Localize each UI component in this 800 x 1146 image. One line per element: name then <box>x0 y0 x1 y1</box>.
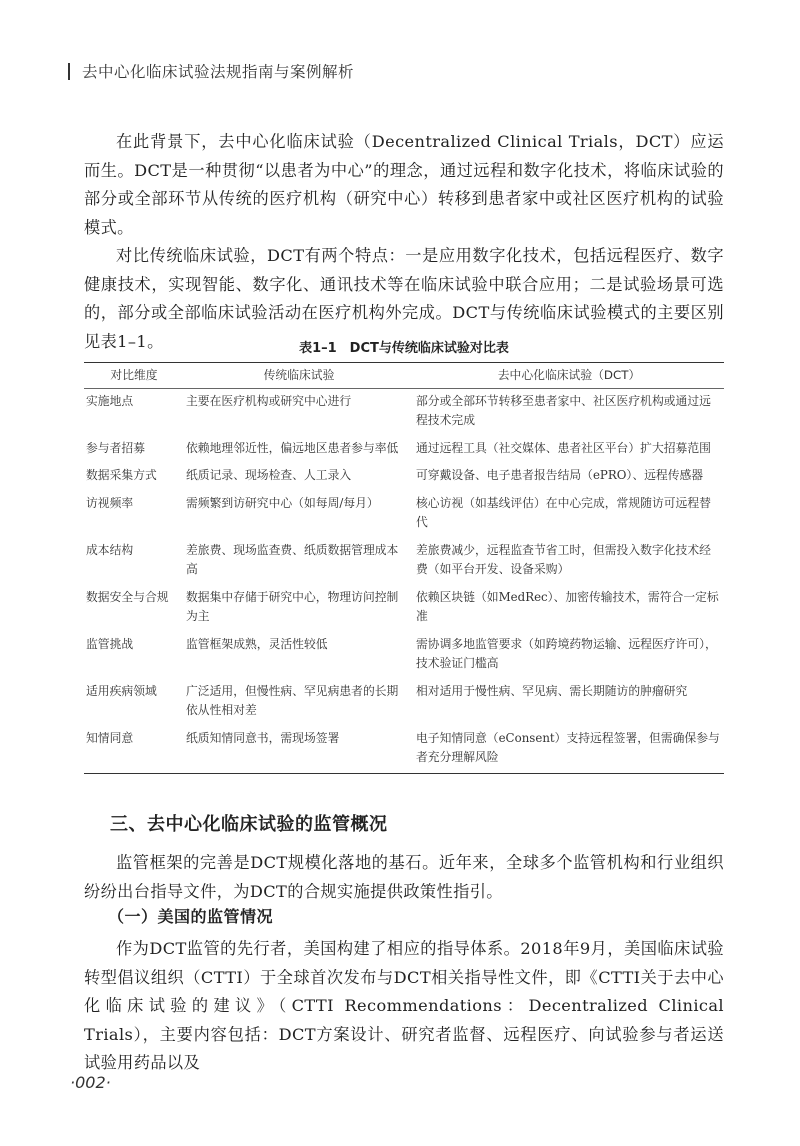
cell-dct: 通过远程工具（社交媒体、患者社区平台）扩大招募范围 <box>416 440 711 455</box>
cell-dimension: 数据安全与合规 <box>86 589 169 604</box>
table-row <box>84 388 724 436</box>
cell-dct: 电子知情同意（eConsent）支持远程签署，但需确保参与者充分理解风险 <box>414 726 724 774</box>
header-traditional: 传统临床试验 <box>184 363 414 389</box>
table-row <box>84 679 724 726</box>
subsection-paragraph: 作为DCT监管的先行者，美国构建了相应的指导体系。2018年9月，美国临床试验转型倡议组织（CTTI）于全球首次发布与DCT相关指导性文件，即《CTTI关于去中心化临床试验的建议》（CTTI Recommendations：Decentralized Clinical Trials），主要内容包括：DCT方案设计、研究者监督、远程医疗、向试验参与者运送试验用药品以及 <box>84 939 724 1072</box>
table-row <box>84 726 724 774</box>
cell-dct: 可穿戴设备、电子患者报告结局（ePRO）、远程传感器 <box>416 468 704 482</box>
cell-dimension: 监管挑战 <box>86 636 134 651</box>
section-body <box>84 849 724 906</box>
cell-dct: 核心访视（如基线评估）在中心完成，常规随访可远程替代 <box>416 495 711 529</box>
table-row <box>84 463 724 491</box>
table-row <box>84 436 724 464</box>
section-paragraph: 监管框架的完善是DCT规模化落地的基石。近年来，全球多个监管机构和行业组织纷纷出台指导文件，为DCT的合规实施提供政策性指引。 <box>84 853 724 901</box>
cell-traditional: 需频繁到访研究中心（如每周/每月） <box>186 495 379 510</box>
subsection-heading: （一）美国的监管情况 <box>108 907 274 926</box>
cell-dimension: 实施地点 <box>86 393 134 408</box>
cell-dimension: 访视频率 <box>86 495 134 510</box>
table-header-row <box>84 363 724 389</box>
cell-traditional: 广泛适用，但慢性病、罕见病患者的长期依从性相对差 <box>186 683 399 717</box>
header-dct: 去中心化临床试验（DCT） <box>414 363 724 389</box>
cell-traditional: 监管框架成熟，灵活性较低 <box>186 636 328 651</box>
cell-traditional: 依赖地理邻近性，偏远地区患者参与率低 <box>186 440 399 455</box>
cell-traditional: 数据集中存储于研究中心，物理访问控制为主 <box>186 589 399 623</box>
intro-paragraph-1: 在此背景下，去中心化临床试验（Decentralized Clinical Trials，DCT）应运而生。DCT是一种贯彻“以患者为中心”的理念，通过远程和数字化技术，将临床试验的部分或全部环节从传统的医疗机构（研究中心）转移到患者家中或社区医疗机构的试验模式。 <box>84 132 724 237</box>
header-divider <box>68 63 70 80</box>
cell-dct: 部分或全部环节转移至患者家中、社区医疗机构或通过远程技术完成 <box>416 393 711 427</box>
cell-dct: 相对适用于慢性病、罕见病、需长期随访的肿瘤研究 <box>416 683 688 698</box>
cell-traditional: 差旅费、现场监查费、纸质数据管理成本高 <box>186 542 399 576</box>
comparison-table <box>84 362 724 774</box>
cell-traditional: 主要在医疗机构或研究中心进行 <box>186 393 352 408</box>
cell-dimension: 成本结构 <box>86 542 134 557</box>
table-title: 表1–1 DCT与传统临床试验对比表 <box>299 341 509 356</box>
running-header <box>68 60 354 82</box>
table-row <box>84 632 724 679</box>
section-heading: 三、去中心化临床试验的监管概况 <box>110 814 388 835</box>
cell-dct: 差旅费减少，远程监查节省工时，但需投入数字化技术经费（如平台开发、设备采购） <box>416 542 711 576</box>
cell-dimension: 知情同意 <box>84 726 184 774</box>
table-row <box>84 538 724 585</box>
page-number: ·002· <box>70 1073 111 1092</box>
table-row <box>84 585 724 632</box>
cell-dct: 需协调多地监管要求（如跨境药物运输、远程医疗许可），技术验证门槛高 <box>416 636 717 670</box>
table-row <box>84 491 724 538</box>
running-title: 去中心化临床试验法规指南与案例解析 <box>82 63 355 81</box>
intro-paragraph-2: 对比传统临床试验，DCT有两个特点：一是应用数字化技术，包括远程医疗、数字健康技术，实现智能、数字化、通讯技术等在临床试验中联合应用；二是试验场景可选的，部分或全部临床试验活动在医疗机构外完成。DCT与传统临床试验模式的主要区别见表1–1。 <box>84 246 724 351</box>
cell-traditional: 纸质记录、现场检查、人工录入 <box>186 468 352 482</box>
header-dimension: 对比维度 <box>84 363 184 389</box>
intro-section <box>84 128 724 356</box>
cell-dimension: 参与者招募 <box>86 440 145 455</box>
subsection-body <box>84 935 724 1078</box>
cell-traditional: 纸质知情同意书，需现场签署 <box>184 726 414 774</box>
cell-dct: 依赖区块链（如MedRec）、加密传输技术，需符合一定标准 <box>416 589 719 623</box>
cell-dimension: 适用疾病领域 <box>86 683 157 698</box>
cell-dimension: 数据采集方式 <box>86 468 157 482</box>
